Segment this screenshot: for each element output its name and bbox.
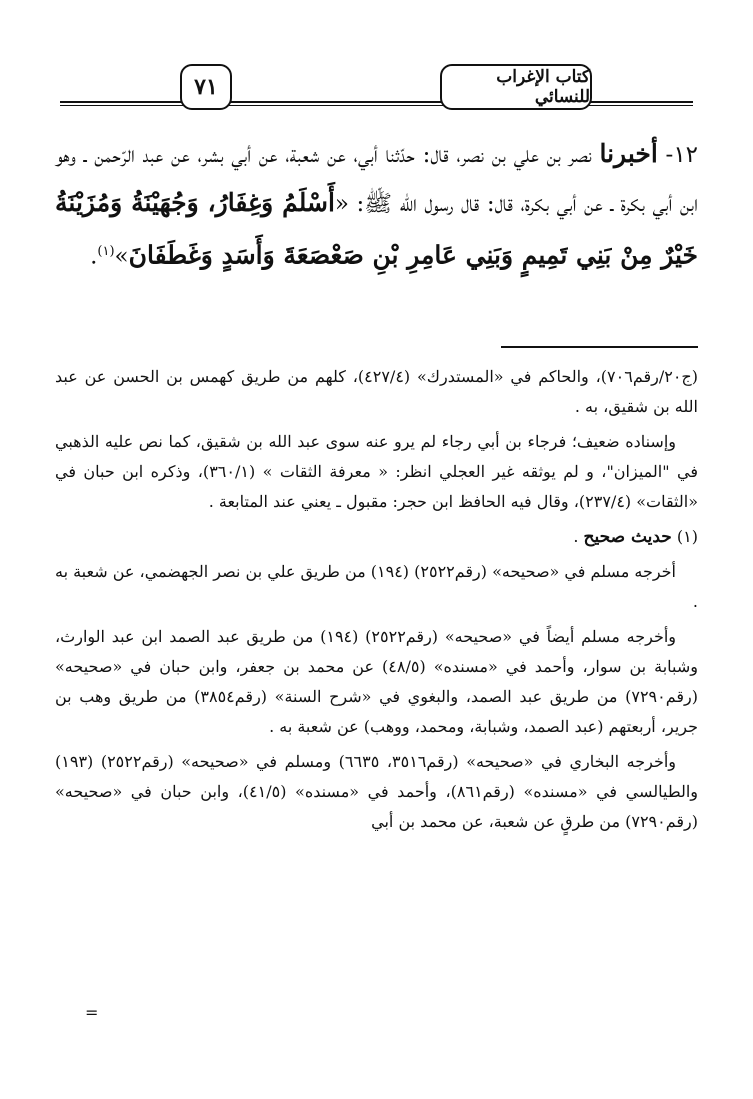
footnote-paragraph: وأخرجه البخاري في «صحيحه» (رقم٣٥١٦، ٦٦٣٥) ومسلم في «صحيحه» (رقم٢٥٢٢) (١٩٣) والطيالسي في «مسنده» (رقم٨٦١)، وأحمد في «مسنده» (٤١/٥)، وابن حبان في «صحيحه» (رقم٧٢٩٠) من طرقٍ عن شعبة، عن محمد بن أبي bbox=[55, 752, 699, 831]
hadith-isnad: نصر بن علي بن نصر، قال: حدّثنا أبي، عن شعبة، عن أبي بشر، عن عبد الرّحمن ـ وهو ابن أبي بكرة ـ عن أبي بكرة، قال: قال رسول الله ﷺ: « bbox=[55, 142, 698, 217]
footnote-heading bbox=[55, 522, 698, 552]
footnote-paragraph: (ج٢٠/رقم٧٠٦)، والحاكم في «المستدرك» (٤٢٧/٤)، كلهم من طريق كهمس بن الحسن عن عبد الله بن شقيق، به . bbox=[55, 367, 698, 416]
sahih-label: حديث صحيح bbox=[583, 527, 672, 547]
footnote-divider bbox=[501, 346, 698, 348]
book-title: كتاب الإغراب للنسائي bbox=[440, 64, 592, 110]
header-rule bbox=[60, 101, 693, 103]
footnote-marker: (١) bbox=[676, 527, 698, 546]
hadith-text bbox=[55, 130, 698, 281]
footnote-paragraph: وإسناده ضعيف؛ فرجاء بن أبي رجاء لم يرو عنه سوى عبد الله بن شقيق، كما نص عليه الذهبي في "الميزان"، و لم يوثقه غير العجلي انظر: « معرفة الثقات » (٣٦٠/١)، وذكره ابن حبان في «الثقات» (٢٣٧/٤)، وقال فيه الحافظ ابن حجر: مقبول ـ يعني عند المتابعة . bbox=[55, 432, 698, 511]
header-rule-thin bbox=[60, 105, 693, 106]
continuation-mark: = bbox=[85, 1003, 99, 1022]
footnote-ref: (١) bbox=[97, 244, 115, 259]
hadith-closing-quote: » bbox=[114, 243, 129, 270]
page-number: ٧١ bbox=[180, 64, 232, 110]
footnote-paragraph: أخرجه مسلم في «صحيحه» (رقم٢٥٢٢) (١٩٤) من طريق علي بن نصر الجهضمي، عن شعبة به . bbox=[54, 562, 698, 611]
hadith-matn: أَسْلَمُ وَغِفَارُ، وَجُهَيْنَةُ وَمُزَيْنَةُ خَيْرٌ مِنْ بَنِي تَمِيمٍ وَبَنِي عَامِرِ بْنِ صَعْصَعَةَ وَأَسَدٍ وَغَطَفَانَ bbox=[55, 188, 698, 270]
akhbarana-label: أخبرنا bbox=[599, 139, 658, 168]
hadith-number: ١٢- bbox=[665, 142, 699, 168]
hadith-end: . bbox=[90, 243, 98, 270]
footnote-paragraph: وأخرجه مسلم أيضاً في «صحيحه» (رقم٢٥٢٢) (١٩٤) من طريق عبد الصمد ابن عبد الوارث، وشبابة بن سوار، وأحمد في «مسنده» (٤٨/٥) عن محمد بن جعفر، وابن حبان في «صحيحه» (رقم٧٢٩٠) من طريق عبد الصمد، والبغوي في «شرح السنة» (رقم٣٨٥٤) من طريق وهب بن جرير، أربعتهم (عبد الصمد، وشبابة، ومحمد، ووهب) عن شعبة به . bbox=[55, 627, 699, 736]
footnotes bbox=[55, 362, 698, 842]
sahih-end: . bbox=[573, 527, 579, 546]
